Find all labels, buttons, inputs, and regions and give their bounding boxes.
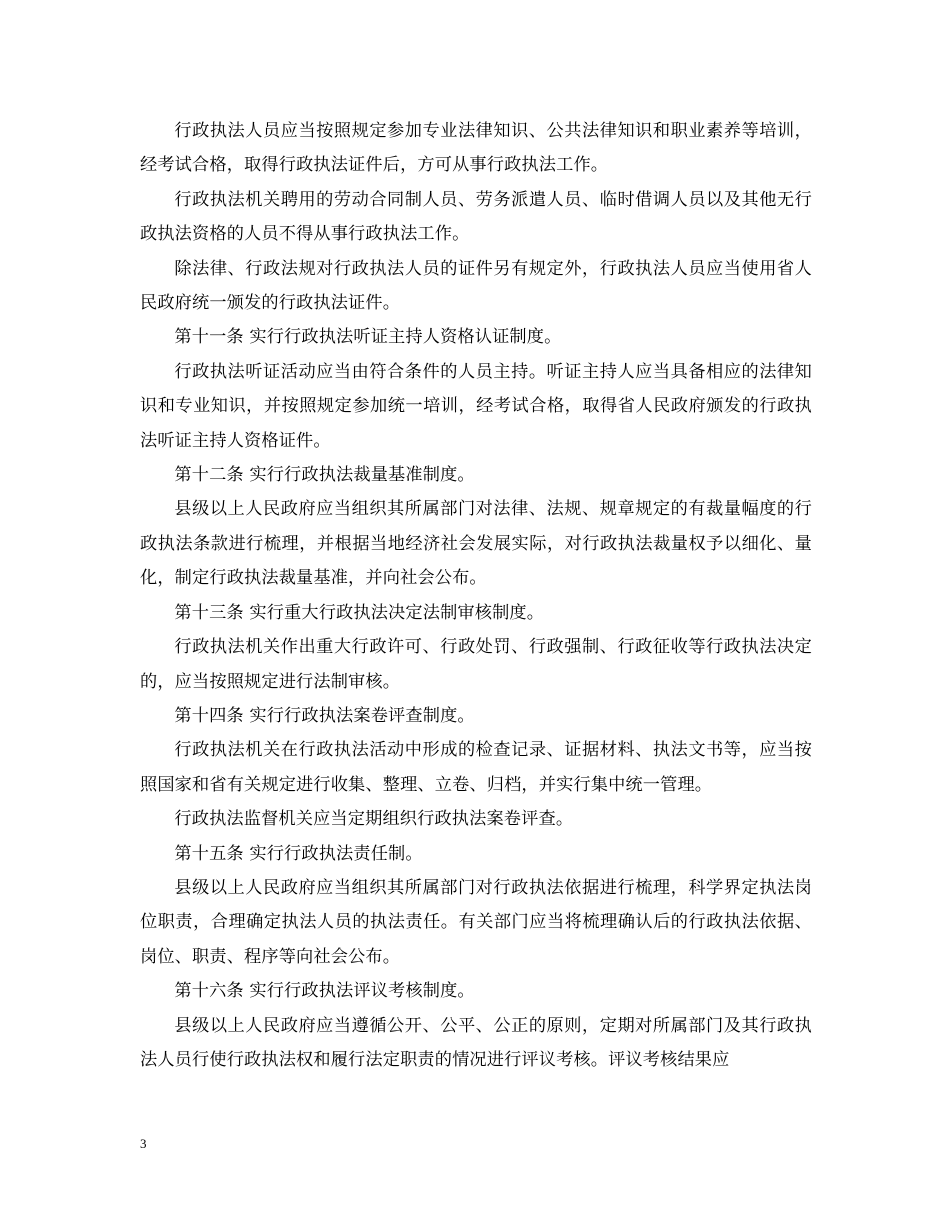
paragraph: 行政执法机关在行政执法活动中形成的检查记录、证据材料、执法文书等，应当按照国家和省有关规定进行收集、整理、立卷、归档，并实行集中统一管理。 bbox=[140, 740, 812, 795]
page-number: 3 bbox=[140, 1136, 147, 1151]
paragraph: 县级以上人民政府应当组织其所属部门对行政执法依据进行梳理，科学界定执法岗位职责，合理确定执法人员的执法责任。有关部门应当将梳理确认后的行政执法依据、岗位、职责、程序等向社会公布。 bbox=[140, 877, 812, 967]
article-heading: 第十四条 实行行政执法案卷评查制度。 bbox=[174, 705, 475, 726]
paragraph: 县级以上人民政府应当遵循公开、公平、公正的原则，定期对所属部门及其行政执法人员行使行政执法权和履行法定职责的情况进行评议考核。评议考核结果应 bbox=[140, 1015, 812, 1070]
article-heading: 第十二条 实行行政执法裁量基准制度。 bbox=[174, 465, 475, 486]
paragraph: 行政执法听证活动应当由符合条件的人员主持。听证主持人应当具备相应的法律知识和专业知识，并按照规定参加统一培训，经考试合格，取得省人民政府颁发的行政执法听证主持人资格证件。 bbox=[140, 361, 812, 451]
paragraph: 行政执法监督机关应当定期组织行政执法案卷评查。 bbox=[174, 809, 574, 830]
paragraph: 行政执法机关作出重大行政许可、行政处罚、行政强制、行政征收等行政执法决定的，应当按照规定进行法制审核。 bbox=[140, 637, 812, 692]
paragraph: 县级以上人民政府应当组织其所属部门对法律、法规、规章规定的有裁量幅度的行政执法条款进行梳理，并根据当地经济社会发展实际，对行政执法裁量权予以细化、量化，制定行政执法裁量基准，并向社会公布。 bbox=[140, 499, 812, 589]
article-heading: 第十三条 实行重大行政执法决定法制审核制度。 bbox=[174, 602, 545, 623]
article-heading: 第十六条 实行行政执法评议考核制度。 bbox=[174, 981, 475, 1002]
paragraph: 行政执法机关聘用的劳动合同制人员、劳务派遣人员、临时借调人员以及其他无行政执法资格的人员不得从事行政执法工作。 bbox=[140, 189, 812, 245]
article-heading: 第十一条 实行行政执法听证主持人资格认证制度。 bbox=[174, 327, 562, 348]
body-text bbox=[140, 114, 812, 1077]
article-heading: 第十五条 实行行政执法责任制。 bbox=[174, 843, 423, 864]
paragraph: 行政执法人员应当按照规定参加专业法律知识、公共法律知识和职业素养等培训，经考试合格，取得行政执法证件后，方可从事行政执法工作。 bbox=[140, 121, 812, 176]
paragraph: 除法律、行政法规对行政执法人员的证件另有规定外，行政执法人员应当使用省人民政府统一颁发的行政执法证件。 bbox=[140, 258, 812, 314]
